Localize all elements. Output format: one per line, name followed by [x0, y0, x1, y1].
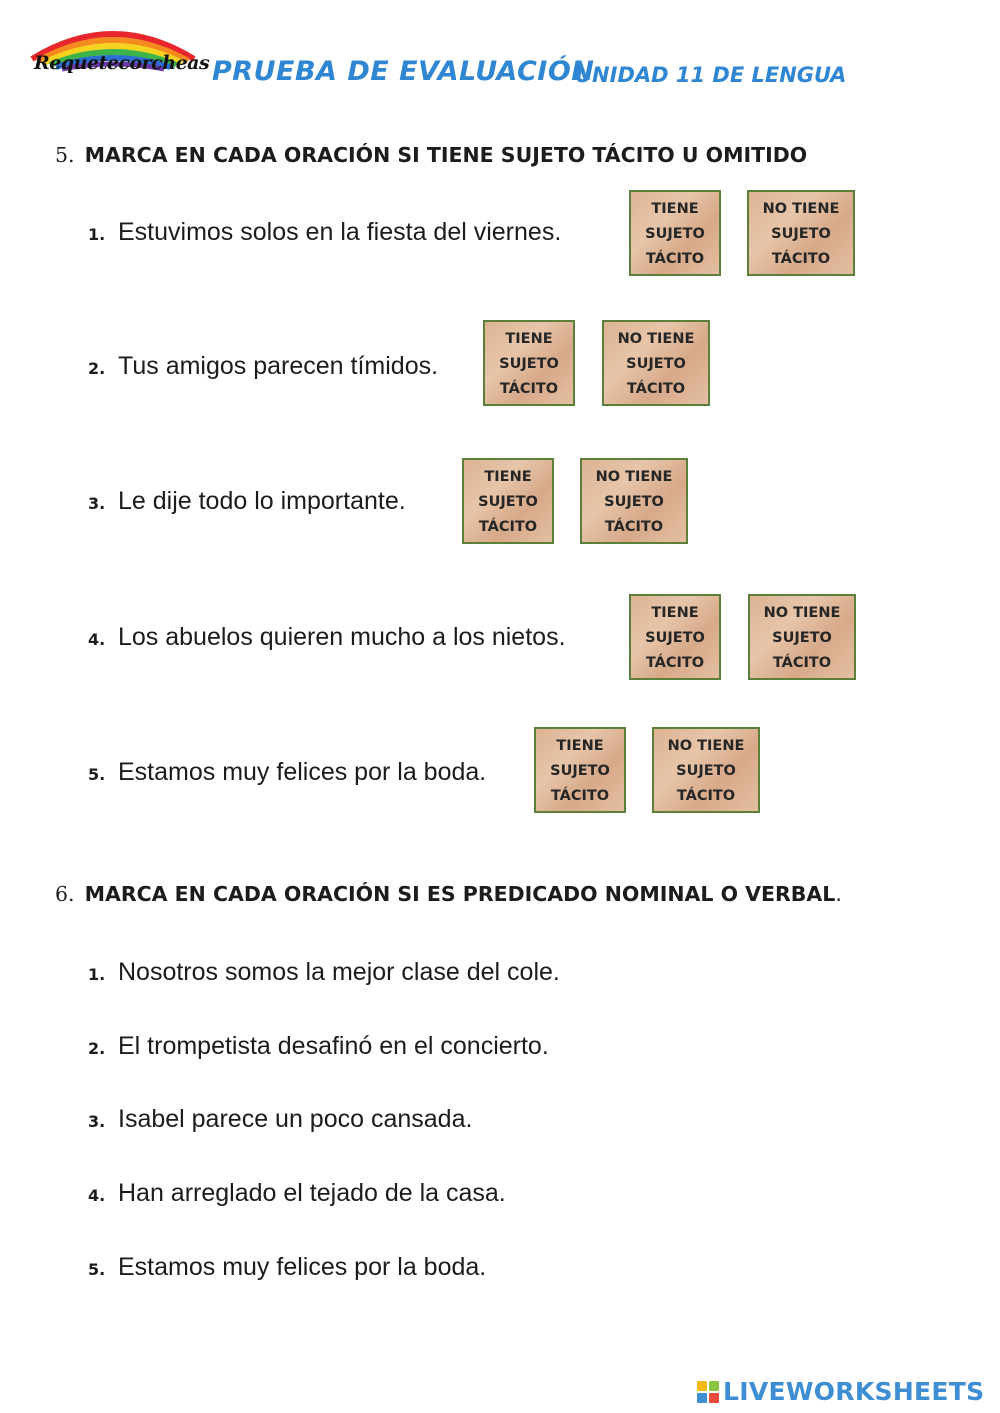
option-no-tiene-sujeto-tacito-5[interactable] [652, 727, 760, 813]
option-line: NO TIENE [667, 737, 745, 754]
option-line: SUJETO [604, 493, 664, 510]
option-line: SUJETO [645, 629, 705, 646]
item-number: 2. [88, 359, 106, 378]
option-tiene-sujeto-tacito-4[interactable] [629, 594, 721, 680]
option-line: TÁCITO [478, 518, 538, 535]
option-line: TIENE [484, 468, 532, 485]
section-6-title: MARCA EN CADA ORACIÓN SI ES PREDICADO NOMINAL O VERBAL [84, 882, 836, 906]
logo-square [697, 1381, 707, 1391]
option-no-tiene-sujeto-tacito-4[interactable] [748, 594, 856, 680]
section-6-heading [55, 882, 842, 906]
option-line: TÁCITO [550, 787, 610, 804]
item-number: 3. [88, 494, 106, 513]
section-6-period: . [835, 882, 842, 906]
option-line: TIENE [505, 330, 553, 347]
logo-square [697, 1393, 707, 1403]
section-5-item-3 [88, 487, 406, 516]
option-line: TÁCITO [645, 654, 705, 671]
option-no-tiene-sujeto-tacito-2[interactable] [602, 320, 710, 406]
liveworksheets-text: LIVEWORKSHEETS [723, 1377, 985, 1406]
option-line: SUJETO [550, 762, 610, 779]
item-number: 2. [88, 1039, 106, 1058]
section-6-item-4 [88, 1179, 506, 1208]
item-text: Tus amigos parecen tímidos. [118, 352, 439, 380]
option-no-tiene-sujeto-tacito-3[interactable] [580, 458, 688, 544]
item-text: Isabel parece un poco cansada. [118, 1105, 473, 1133]
page-title: PRUEBA DE EVALUACIÓN [212, 56, 595, 87]
option-line: TÁCITO [676, 787, 736, 804]
section-5-heading [55, 143, 807, 167]
item-number: 5. [88, 765, 106, 784]
section-6-item-1 [88, 958, 560, 987]
option-line: TÁCITO [604, 518, 664, 535]
item-text: Los abuelos quieren mucho a los nietos. [118, 623, 566, 651]
option-line: SUJETO [771, 225, 831, 242]
option-line: SUJETO [478, 493, 538, 510]
section-5-number: 5. [55, 143, 75, 167]
option-line: TÁCITO [645, 250, 705, 267]
item-text: Le dije todo lo importante. [118, 487, 406, 515]
option-tiene-sujeto-tacito-2[interactable] [483, 320, 575, 406]
option-line: NO TIENE [762, 200, 840, 217]
section-6-item-2 [88, 1032, 549, 1061]
liveworksheets-brand[interactable] [697, 1377, 984, 1406]
liveworksheets-logo-icon [697, 1381, 719, 1403]
item-number: 4. [88, 1186, 106, 1205]
item-text: Han arreglado el tejado de la casa. [118, 1179, 506, 1207]
item-number: 4. [88, 630, 106, 649]
item-text: Estamos muy felices por la boda. [118, 758, 487, 786]
option-line: NO TIENE [763, 604, 841, 621]
option-line: SUJETO [676, 762, 736, 779]
item-number: 1. [88, 225, 106, 244]
option-tiene-sujeto-tacito-5[interactable] [534, 727, 626, 813]
section-5-title: MARCA EN CADA ORACIÓN SI TIENE SUJETO TÁCITO U OMITIDO [84, 143, 808, 167]
option-no-tiene-sujeto-tacito-1[interactable] [747, 190, 855, 276]
option-line: TÁCITO [499, 380, 559, 397]
option-line: NO TIENE [595, 468, 673, 485]
option-line: TIENE [651, 604, 699, 621]
option-line: SUJETO [499, 355, 559, 372]
option-line: NO TIENE [617, 330, 695, 347]
logo-text: Requetecorcheas [34, 52, 210, 74]
option-line: TÁCITO [771, 250, 831, 267]
item-text: Estuvimos solos en la fiesta del viernes. [118, 218, 562, 246]
page-subtitle: UNIDAD 11 DE LENGUA [575, 63, 847, 87]
option-line: TIENE [651, 200, 699, 217]
section-6-number: 6. [55, 882, 75, 906]
section-5-item-4 [88, 623, 566, 652]
section-6-item-5 [88, 1253, 486, 1282]
item-number: 3. [88, 1112, 106, 1131]
option-line: SUJETO [772, 629, 832, 646]
item-text: Nosotros somos la mejor clase del cole. [118, 958, 560, 986]
option-line: TÁCITO [626, 380, 686, 397]
item-text: Estamos muy felices por la boda. [118, 1253, 487, 1281]
option-line: TÁCITO [772, 654, 832, 671]
option-line: SUJETO [645, 225, 705, 242]
rainbow-logo [28, 14, 210, 94]
option-tiene-sujeto-tacito-3[interactable] [462, 458, 554, 544]
section-5-item-2 [88, 352, 438, 381]
logo-square [709, 1381, 719, 1391]
item-number: 5. [88, 1260, 106, 1279]
option-line: SUJETO [626, 355, 686, 372]
option-tiene-sujeto-tacito-1[interactable] [629, 190, 721, 276]
item-number: 1. [88, 965, 106, 984]
item-text: El trompetista desafinó en el concierto. [118, 1032, 549, 1060]
section-5-item-1 [88, 218, 561, 247]
logo-square [709, 1393, 719, 1403]
section-5-item-5 [88, 758, 486, 787]
option-line: TIENE [556, 737, 604, 754]
section-6-item-3 [88, 1105, 472, 1134]
